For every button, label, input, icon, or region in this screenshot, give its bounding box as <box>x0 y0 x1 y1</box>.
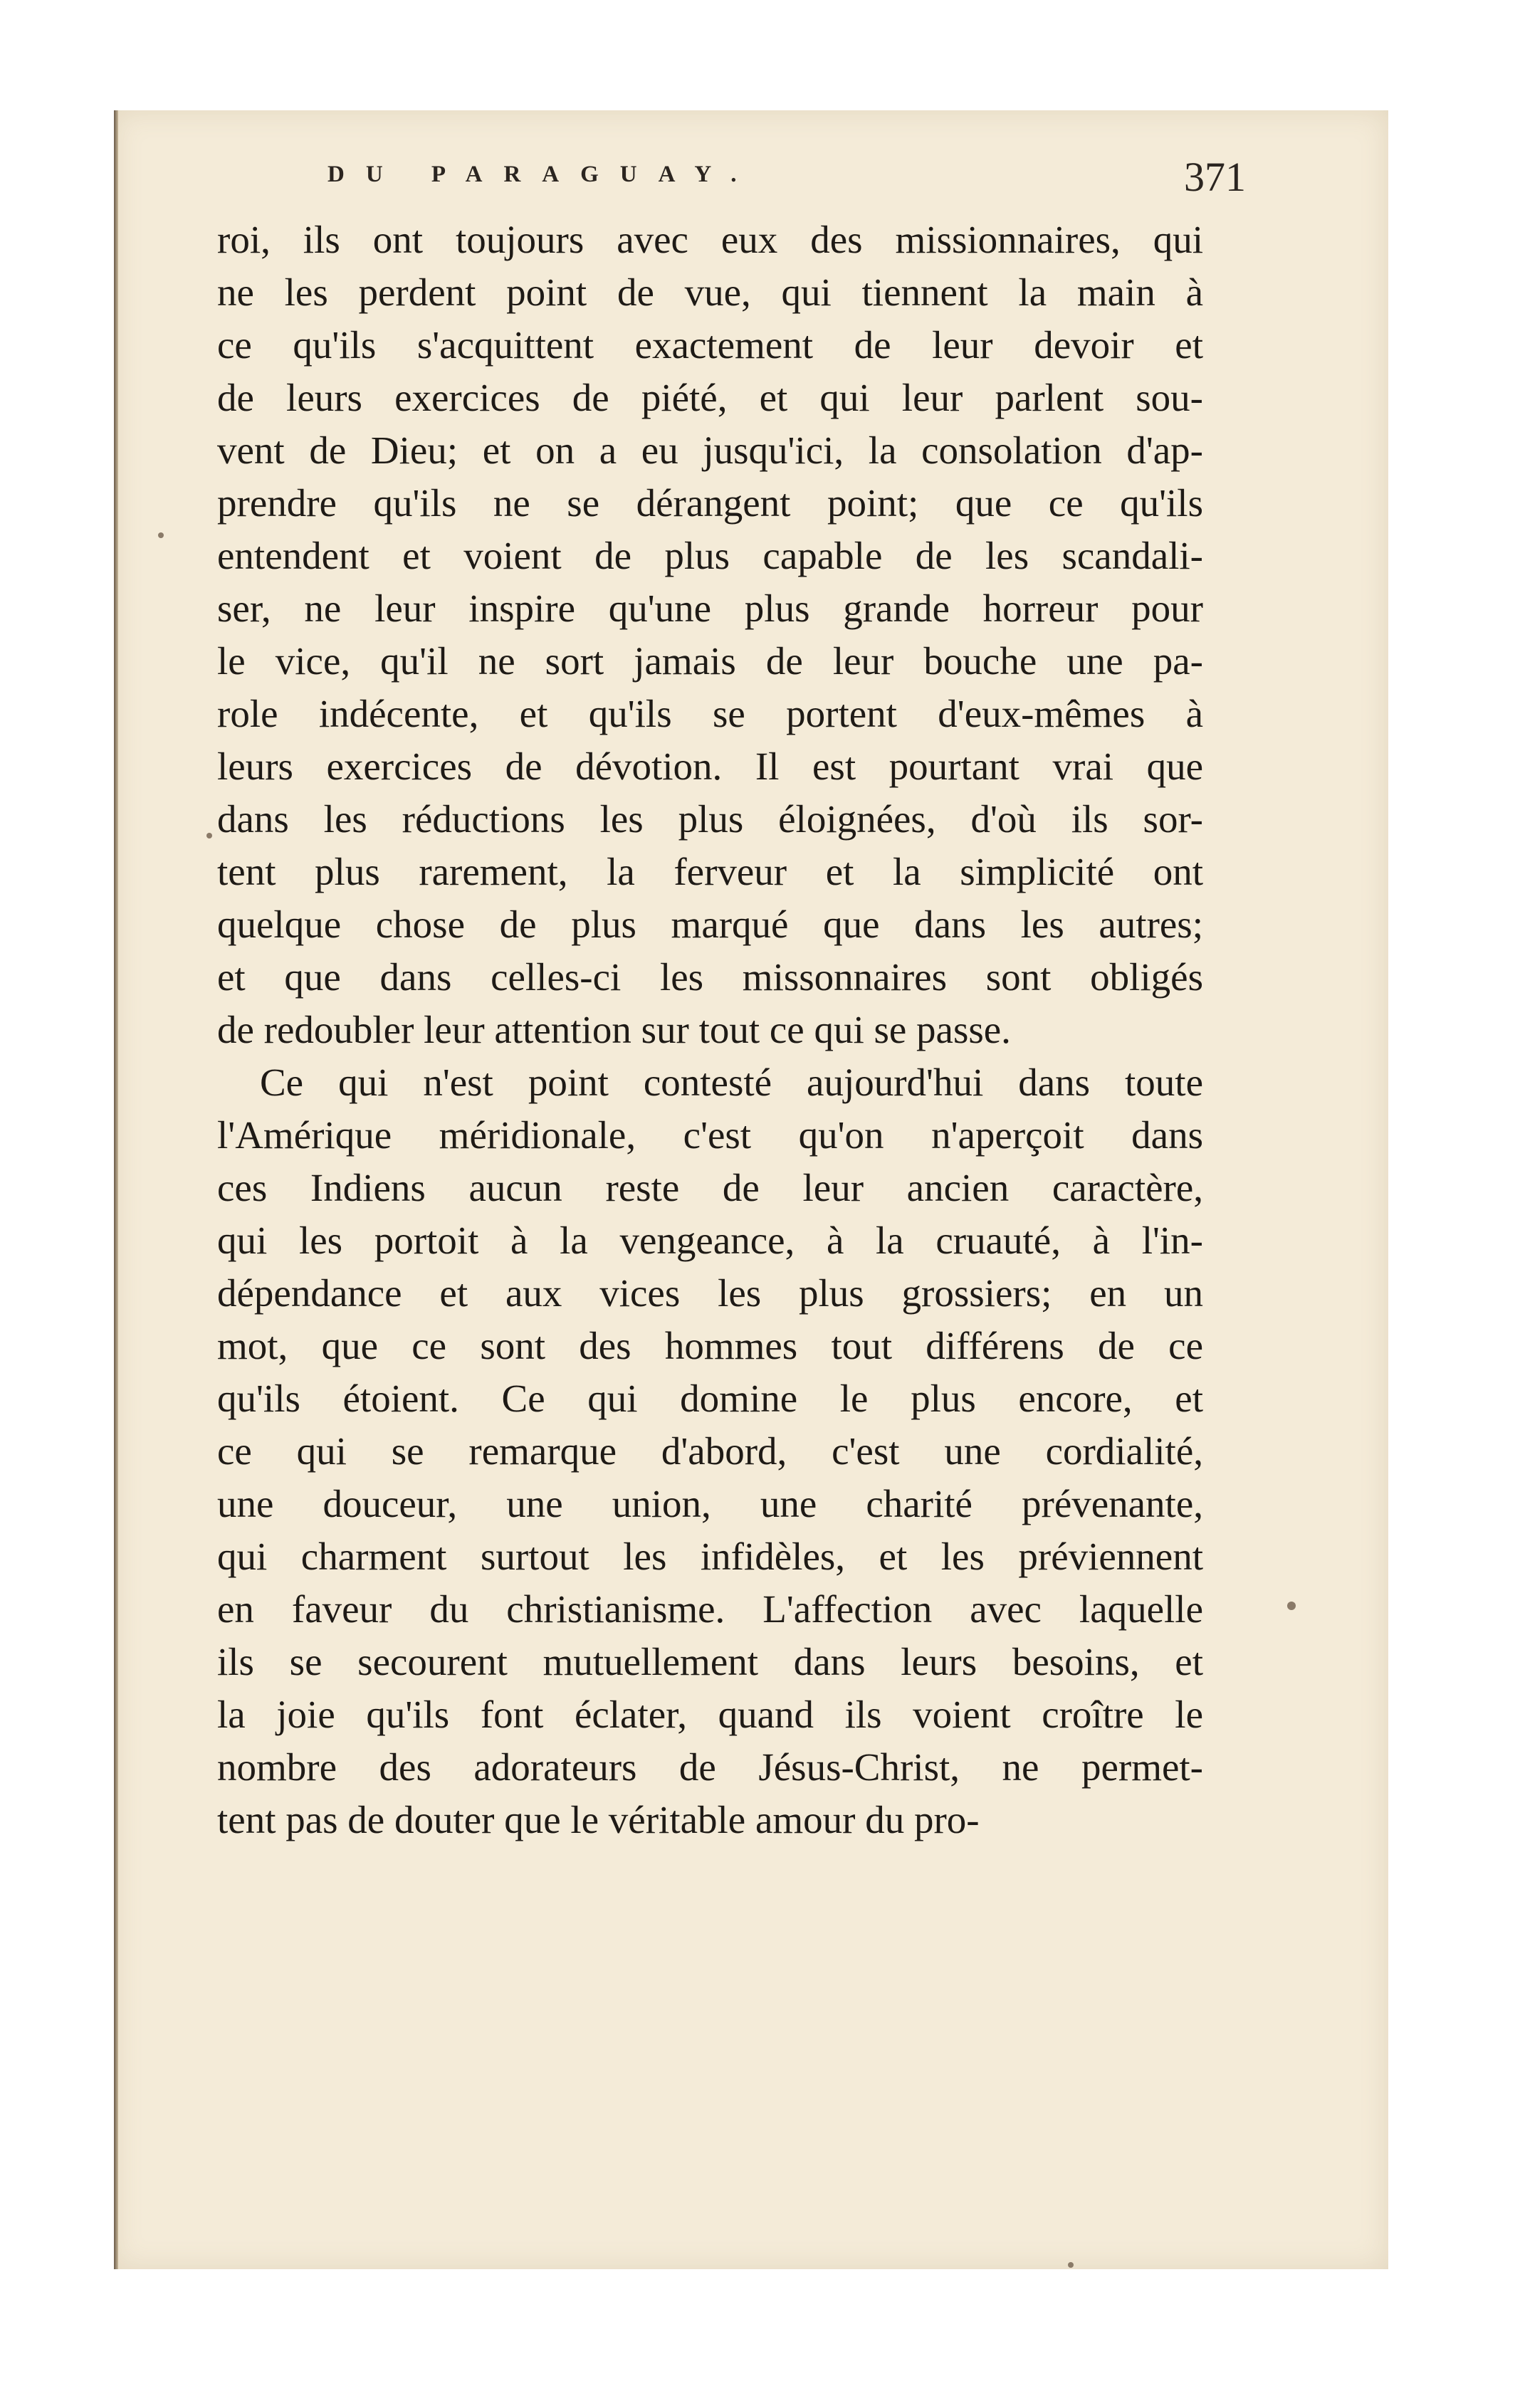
text-line: tent pas de douter que le véritable amour du pro- <box>217 1798 980 1841</box>
text-line: mot, que ce sont des hommes tout différens de ce <box>217 1324 1203 1367</box>
page-header <box>327 153 1246 203</box>
page-number: 371 <box>1184 154 1246 200</box>
paper-speck <box>206 833 212 838</box>
text-line: qui charment surtout les infidèles, et les préviennent <box>217 1535 1203 1578</box>
text-line: nombre des adorateurs de Jésus-Christ, ne permet- <box>217 1745 1203 1789</box>
text-line: tent plus rarement, la ferveur et la simplicité ont <box>217 850 1203 893</box>
text-line: ce qu'ils s'acquittent exactement de leur devoir et <box>217 323 1203 367</box>
page-edge-shadow <box>114 110 118 2269</box>
text-line: dépendance et aux vices les plus grossiers; en un <box>217 1271 1203 1315</box>
text-line: de leurs exercices de piété, et qui leur parlent sou- <box>217 376 1203 419</box>
body-text <box>217 214 1203 1846</box>
text-line: qui les portoit à la vengeance, à la cruauté, à l'in- <box>217 1219 1203 1262</box>
text-line: entendent et voient de plus capable de les scandali- <box>217 534 1203 577</box>
text-line: quelque chose de plus marqué que dans les autres; <box>217 903 1203 946</box>
text-line: et que dans celles-ci les missonnaires sont obligés <box>217 955 1203 999</box>
text-line: vent de Dieu; et on a eu jusqu'ici, la consolation d'ap- <box>217 429 1203 472</box>
text-line: role indécente, et qu'ils se portent d'eux-mêmes à <box>217 692 1203 735</box>
text-line: la joie qu'ils font éclater, quand ils voient croître le <box>217 1693 1203 1736</box>
text-line: une douceur, une union, une charité prévenante, <box>217 1482 1203 1525</box>
text-line: l'Amérique méridionale, c'est qu'on n'aperçoit dans <box>217 1113 1203 1157</box>
text-line: dans les réductions les plus éloignées, d'où ils sor- <box>217 797 1203 841</box>
paper-speck <box>1287 1602 1296 1610</box>
text-line: roi, ils ont toujours avec eux des missionnaires, qui <box>217 218 1203 261</box>
text-line: de redoubler leur attention sur tout ce qui se passe. <box>217 1008 1011 1051</box>
text-line: ces Indiens aucun reste de leur ancien caractère, <box>217 1166 1203 1209</box>
text-line: ils se secourent mutuellement dans leurs besoins, et <box>217 1640 1203 1683</box>
running-title: DU PARAGUAY. <box>327 162 758 187</box>
paper-speck <box>1068 2262 1074 2268</box>
text-line: ser, ne leur inspire qu'une plus grande horreur pour <box>217 587 1203 630</box>
paper-speck <box>158 532 164 538</box>
text-line: le vice, qu'il ne sort jamais de leur bouche une pa- <box>217 639 1203 683</box>
text-line: en faveur du christianisme. L'affection avec laquelle <box>217 1587 1203 1631</box>
text-line: leurs exercices de dévotion. Il est pourtant vrai que <box>217 745 1203 788</box>
text-line: Ce qui n'est point contesté aujourd'hui dans toute <box>260 1061 1203 1104</box>
text-line: ce qui se remarque d'abord, c'est une cordialité, <box>217 1429 1203 1473</box>
text-line: prendre qu'ils ne se dérangent point; que ce qu'ils <box>217 481 1203 525</box>
text-line: qu'ils étoient. Ce qui domine le plus encore, et <box>217 1377 1203 1420</box>
text-line: ne les perdent point de vue, qui tiennent la main à <box>217 270 1203 314</box>
